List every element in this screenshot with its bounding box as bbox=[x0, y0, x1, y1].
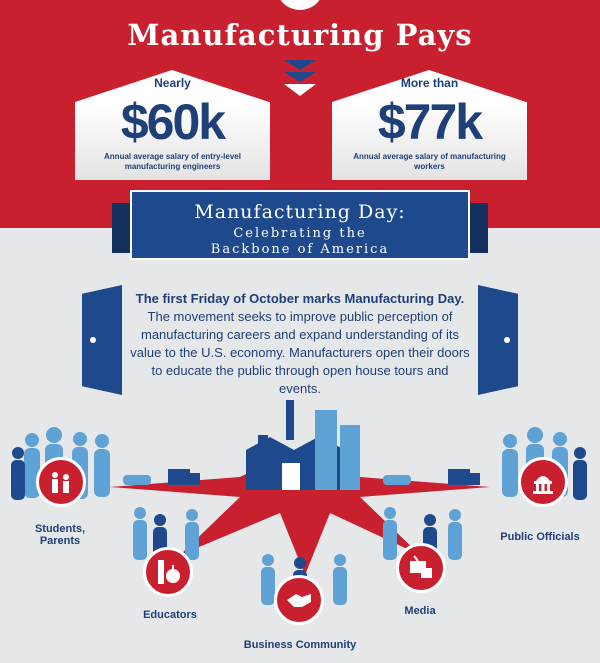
stat-value: $60k bbox=[120, 94, 225, 150]
handshake-icon bbox=[274, 575, 324, 625]
group-label-media: Media bbox=[404, 605, 436, 617]
community-scene bbox=[0, 395, 600, 658]
banner-subtitle-line1: Celebrating the bbox=[233, 226, 367, 241]
banner-subtitle-line2: Backbone of America bbox=[210, 242, 390, 257]
stat-card-engineers bbox=[75, 70, 270, 180]
page-title: Manufacturing Pays bbox=[127, 18, 473, 52]
description-lead: The first Friday of October marks Manufacturing Day. bbox=[135, 291, 465, 306]
stat-prefix: More than bbox=[400, 76, 459, 90]
chevron-down-icon bbox=[284, 72, 316, 82]
door-knob bbox=[90, 337, 96, 343]
door-right-icon bbox=[478, 285, 518, 395]
banner-panel bbox=[130, 190, 470, 260]
manufacturing-day-banner bbox=[112, 185, 488, 270]
factory-icon bbox=[246, 400, 360, 490]
stat-caption: Annual average salary of entry-level manufacturing engineers bbox=[104, 152, 241, 171]
capitol-icon bbox=[518, 457, 568, 507]
door-left-icon bbox=[82, 285, 122, 395]
group-label-officials: Public Officials bbox=[500, 531, 580, 543]
banner-title: Manufacturing Day: bbox=[194, 201, 406, 223]
description bbox=[130, 290, 470, 398]
students-icon bbox=[36, 457, 86, 507]
group-label-educators: Educators bbox=[143, 609, 197, 621]
door-knob bbox=[504, 337, 510, 343]
chevron-down-icon bbox=[284, 60, 316, 70]
chevron-down-icon bbox=[284, 84, 316, 96]
apple-ruler-icon bbox=[143, 547, 193, 597]
stat-prefix: Nearly bbox=[154, 76, 191, 90]
stat-card-workers bbox=[332, 70, 527, 180]
stat-value: $77k bbox=[377, 94, 482, 150]
description-body: The movement seeks to improve public perception of manufacturing careers and expand understanding of its value to the U.S. economy. Manufacturers open their doors to educate the public through open house tours and events. bbox=[130, 309, 470, 396]
stat-caption: Annual average salary of manufacturing workers bbox=[353, 152, 506, 171]
group-label-business: Business Community bbox=[243, 639, 357, 651]
tv-newspaper-icon bbox=[396, 543, 446, 593]
group-label-students: Students, Parents bbox=[34, 523, 86, 547]
